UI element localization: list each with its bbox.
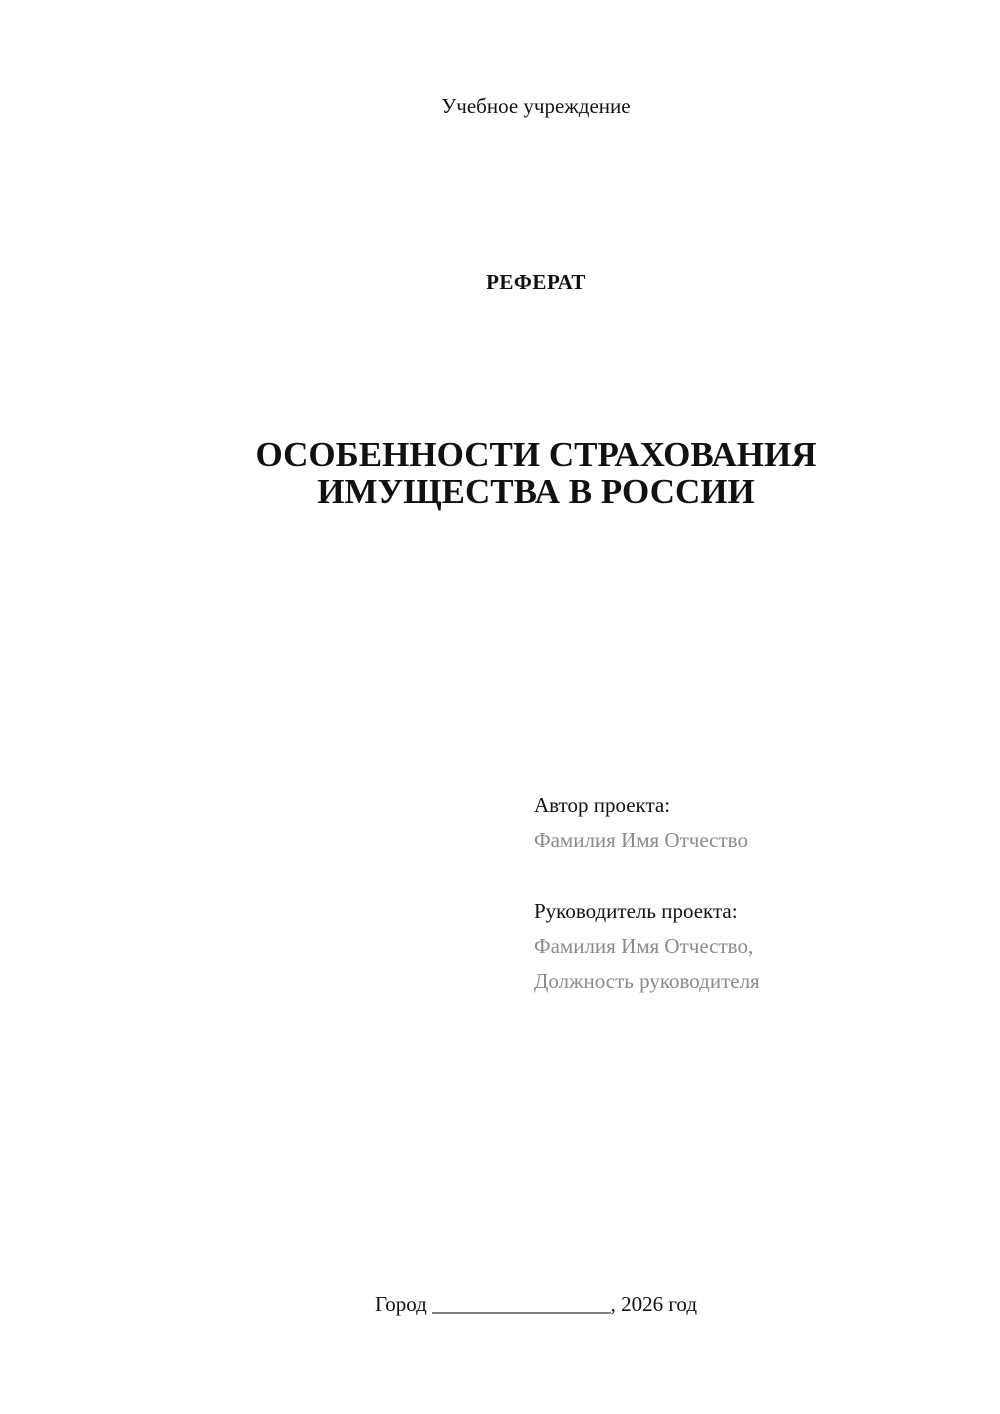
- credits-spacer: [534, 858, 760, 894]
- document-title: [0, 436, 1000, 510]
- footer-city-year: [0, 1290, 1000, 1318]
- institution-name: Учебное учреждение: [441, 94, 631, 118]
- city-label: Город: [374, 1292, 427, 1316]
- author-label: Автор проекта:: [534, 793, 671, 817]
- credits-block: [534, 788, 760, 999]
- city-blank: _________________: [432, 1292, 611, 1316]
- year-text: , 2026 год: [610, 1292, 698, 1316]
- supervisor-position: Должность руководителя: [534, 969, 760, 993]
- title-line-1: ОСОБЕННОСТИ СТРАХОВАНИЯ: [255, 435, 817, 474]
- supervisor-name: Фамилия Имя Отчество,: [534, 934, 754, 958]
- author-name: Фамилия Имя Отчество: [534, 828, 748, 852]
- document-type: РЕФЕРАТ: [486, 270, 586, 294]
- title-line-2: ИМУЩЕСТВА В РОССИИ: [317, 472, 755, 511]
- supervisor-label: Руководитель проекта:: [534, 899, 738, 923]
